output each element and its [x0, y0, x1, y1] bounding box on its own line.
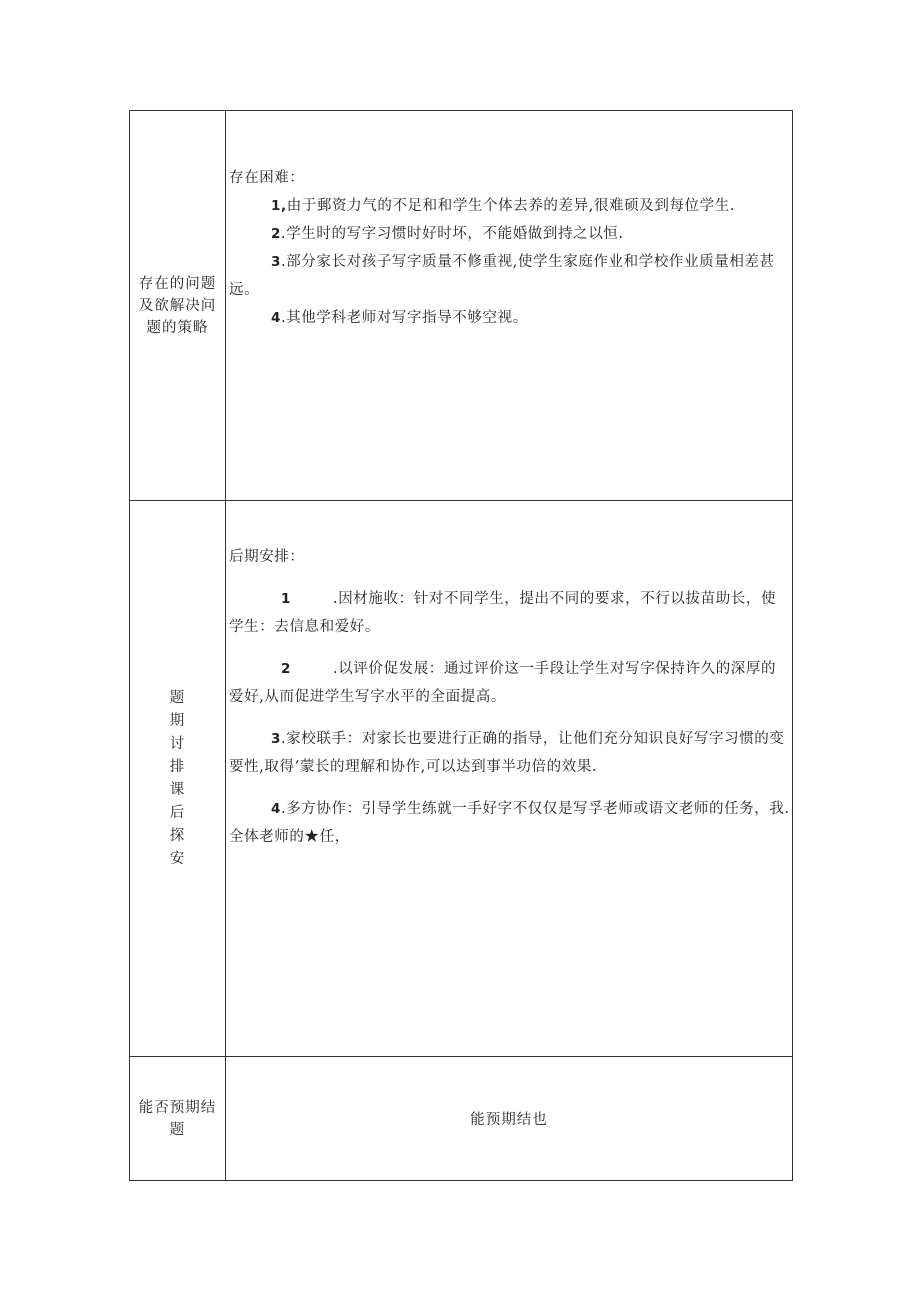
plan-item-4: [229, 795, 790, 851]
plan-item-1-num: 1: [281, 591, 291, 607]
problems-row: [130, 111, 793, 501]
result-label-cell: [130, 1057, 226, 1181]
plan-item-1: [229, 585, 790, 641]
problem-item-4-text: .其他学科老师对写字指导不够空视。: [281, 310, 528, 326]
plan-row: [130, 501, 793, 1057]
problem-item-1-text: 由于郵资力气的不足和和学生个体去养的差异,很难硕及到每位学生.: [286, 198, 736, 214]
plan-item-1-text: .因材施收：针对不同学生，提出不同的要求，不行以拔苗助长，使学生：去信息和爱好。: [229, 591, 777, 635]
plan-item-3-text: .家校联手：对家长也要进行正确的指导，让他们充分知识良好写字习惯的变要性,取得‘蒙长的理解和协作,可以达到事半功倍的效果.: [229, 731, 785, 775]
problem-item-1: [229, 192, 790, 220]
plan-title: 后期安排：: [229, 549, 305, 565]
problem-item-4: [229, 304, 790, 332]
problem-item-2-text: .学生时的写字习惯时好时坏，不能婚做到持之以恒.: [281, 226, 624, 242]
plan-label: 题期讨排课后探安: [169, 689, 186, 867]
plan-item-4-num: 4: [271, 801, 281, 817]
plan-content-cell: [226, 501, 793, 1057]
result-value: 能预期结也: [470, 1112, 548, 1128]
problem-item-4-num: 4: [271, 310, 281, 326]
plan-item-2: [229, 655, 790, 711]
report-form-table: [129, 110, 793, 1181]
problem-item-3-text: .部分家长对孩子写字质量不修重视,使学生家庭作业和学校作业质量相差甚远。: [229, 254, 775, 298]
problem-item-2: [229, 220, 790, 248]
problem-item-3: [229, 248, 790, 304]
result-row: [130, 1057, 793, 1181]
problem-item-3-num: 3: [271, 254, 281, 270]
result-label: 能否预期结题: [138, 1099, 217, 1138]
plan-item-3-num: 3: [271, 731, 281, 747]
problem-item-2-num: 2: [271, 226, 281, 242]
plan-item-4-text: .多方协作：引导学生练就一手好字不仅仅是写孚老师或语文老师的任务，我.全体老师的★任，: [229, 801, 790, 845]
plan-item-2-num: 2: [281, 661, 291, 677]
plan-item-2-text: .以评价促发展：通过评价这一手段让学生对写字保持许久的深厚的爱好,从而促进学生写字水平的全面提高。: [229, 661, 777, 705]
problems-label-cell: [130, 111, 226, 501]
problem-item-1-num: 1,: [271, 198, 287, 214]
plan-label-cell: [130, 501, 226, 1057]
problems-content-cell: [226, 111, 793, 501]
result-value-cell: [226, 1057, 793, 1181]
problems-label: 存在的问题及欲解决问题的策略: [138, 275, 217, 336]
plan-item-3: [229, 725, 790, 781]
problems-title: 存在困难：: [229, 170, 305, 186]
